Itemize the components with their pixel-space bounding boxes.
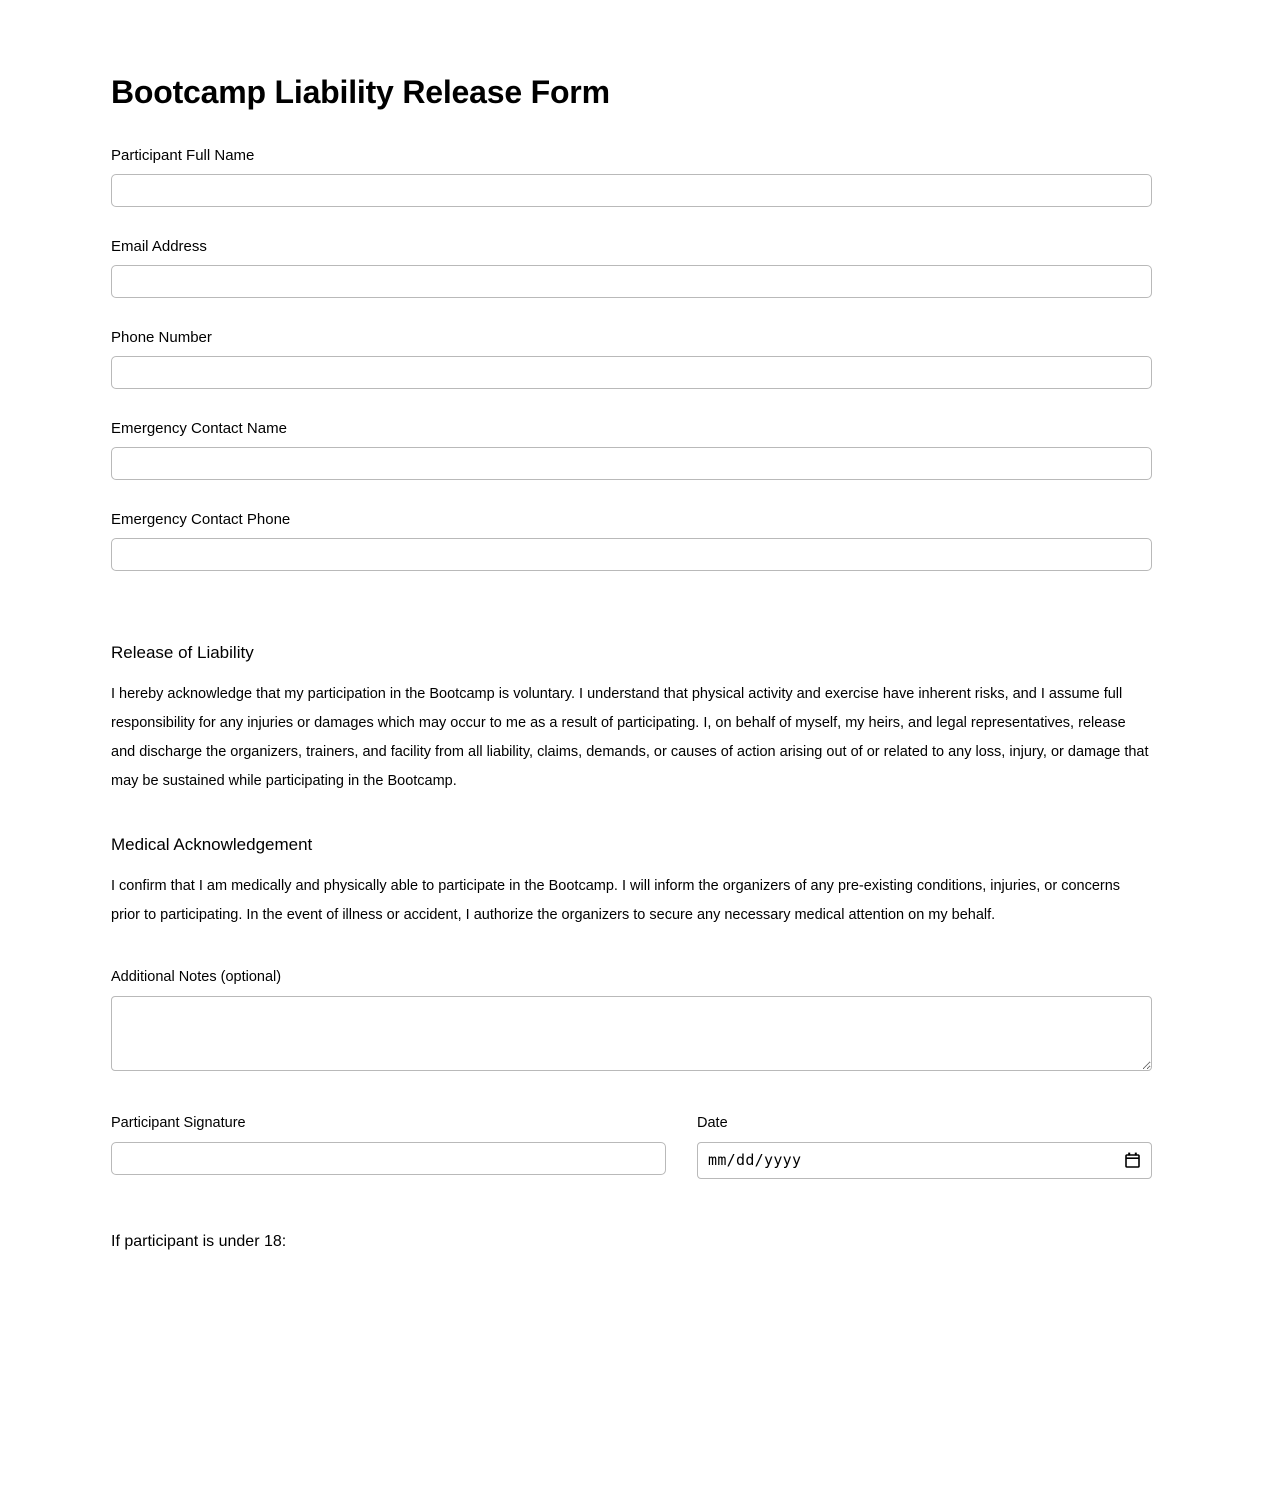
emergency-contact-phone-input[interactable] — [111, 538, 1152, 571]
label-date: Date — [697, 1114, 728, 1131]
label-additional-notes: Additional Notes (optional) — [111, 968, 282, 985]
email-address-input[interactable] — [111, 265, 1152, 298]
participant-full-name-input[interactable] — [111, 174, 1152, 207]
field-email-address — [111, 237, 1152, 298]
section-spacer — [111, 600, 1152, 642]
heading-medical-acknowledgement: Medical Acknowledgement — [111, 834, 313, 854]
participant-signature-input[interactable] — [111, 1142, 666, 1175]
label-emergency-contact-name: Emergency Contact Name — [111, 419, 287, 437]
field-emergency-contact-phone — [111, 510, 1152, 571]
field-phone-number — [111, 328, 1152, 389]
phone-number-input[interactable] — [111, 356, 1152, 389]
date-placeholder-text: mm/dd/yyyy — [708, 1151, 802, 1170]
additional-notes-textarea[interactable] — [111, 996, 1152, 1071]
date-input[interactable] — [697, 1142, 1152, 1179]
field-participant-signature — [111, 1114, 666, 1179]
label-email-address: Email Address — [111, 237, 207, 255]
minor-participant-note: If participant is under 18: — [111, 1232, 287, 1250]
signature-date-row — [111, 1114, 1152, 1179]
label-emergency-contact-phone: Emergency Contact Phone — [111, 510, 291, 528]
calendar-icon[interactable] — [1125, 1152, 1140, 1168]
page-title: Bootcamp Liability Release Form — [111, 74, 610, 110]
emergency-contact-name-input[interactable] — [111, 447, 1152, 480]
field-emergency-contact-name — [111, 419, 1152, 480]
label-participant-full-name: Participant Full Name — [111, 146, 255, 164]
label-participant-signature: Participant Signature — [111, 1114, 246, 1131]
label-phone-number: Phone Number — [111, 328, 212, 346]
section-release-of-liability — [111, 642, 1152, 796]
heading-release-of-liability: Release of Liability — [111, 642, 254, 662]
liability-release-form — [111, 74, 1152, 1252]
section-medical-acknowledgement — [111, 834, 1152, 930]
body-medical-acknowledgement: I confirm that I am medically and physically able to participate in the Bootcamp. I will inform the organizers of any pre-existing conditions, injuries, or concerns prior to participating. In the event of illness or accident, I authorize the organizers to secure any necessary medical attention on my behalf. — [111, 877, 1121, 923]
field-additional-notes — [111, 968, 1152, 1071]
field-participant-full-name — [111, 146, 1152, 207]
field-date — [697, 1114, 1152, 1179]
body-release-of-liability: I hereby acknowledge that my participation in the Bootcamp is voluntary. I understand that physical activity and exercise have inherent risks, and I assume full responsibility for any injuries or damages which may occur to me as a result of participating. I, on behalf of myself, my heirs, and legal representatives, release and discharge the organizers, trainers, and facility from all liability, claims, demands, or causes of action arising out of or related to any loss, injury, or damage that may be sustained while participating in the Bootcamp. — [111, 685, 1149, 789]
